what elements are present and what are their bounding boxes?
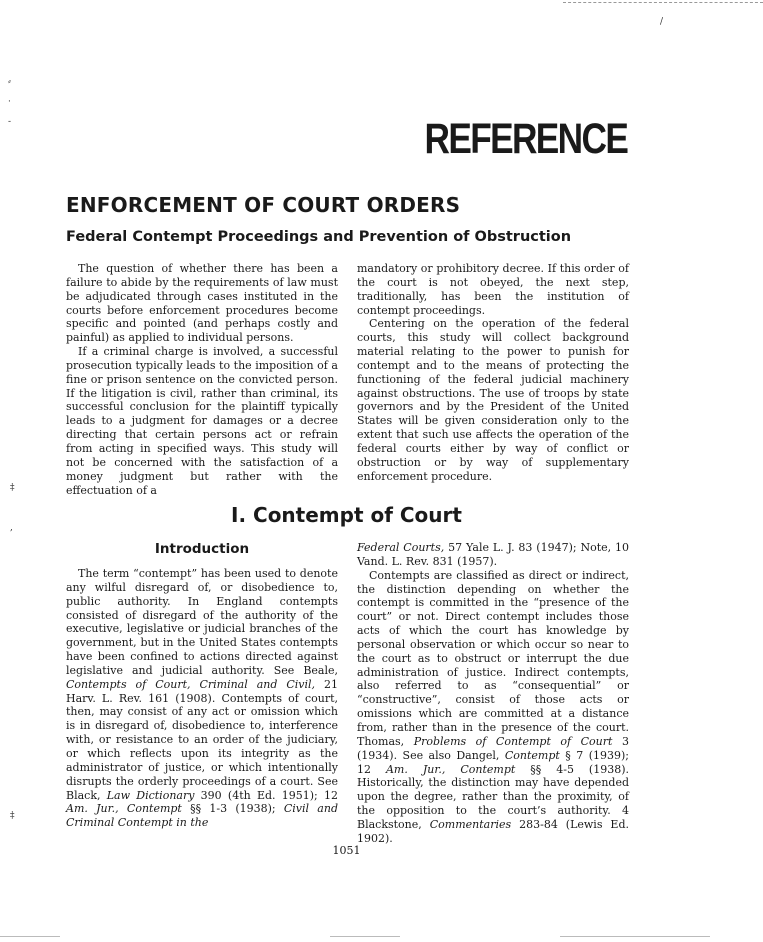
scan-artifact: ‡ (10, 483, 15, 493)
text: §§ 4-5 (1938). Historically, the distinction may have depended upon the degree, rather than the proximity, of the opposition to the court’s authority. 4 Blackstone, (357, 762, 630, 831)
text: 283-84 (Lewis Ed. 1902). (357, 817, 629, 845)
paragraph: Centering on the operation of the federal courts, this study will collect background material relating to the power to punish for contempt and to the means of protecting the functioning of the federal judicial machinery against obstructions. The use of troops by state governors and by the President of the United States will be given consideration only to the extent that such use affects the operation of the federal courts either by way of conflict or obstruction or by way of supplementary enforcement procedure. (357, 317, 629, 483)
paragraph: mandatory or prohibitory decree. If this order of the court is not obeyed, the next step, traditionally, has been the institution of contempt proceedings. (357, 262, 629, 317)
citation-title: Law Dictionary (106, 788, 195, 802)
body-column-left (66, 567, 338, 830)
text: 3 (1934). See also Dangel, (357, 734, 629, 762)
section-heading: I. Contempt of Court (231, 503, 462, 527)
scan-artifact: ⸗ (8, 77, 11, 87)
text: § 7 (1939); 12 (357, 748, 629, 776)
citation-title: Commentaries (429, 817, 512, 831)
citation-title: Federal Courts, (357, 541, 445, 554)
intro-column-left (66, 262, 338, 497)
intro-column-right (357, 262, 629, 484)
citation-title: Contempt (504, 748, 560, 762)
paragraph: If a criminal charge is involved, a successful prosecution typically leads to the imposition of a fine or prison sentence on the convicted person. If the litigation is civil, rather than criminal, its successful conclusion for the plaintiff typically leads to a judgment for damages or a decree directing that certain persons act or refrain from acting in specified ways. This study will not be concerned with the satisfaction of a money judgment but rather with the effectuation of a (66, 345, 338, 497)
scan-artifact: / (660, 17, 664, 27)
citation-title: Civil and Criminal Contempt in the (66, 802, 338, 830)
text: The term “contempt” has been used to denote any wilful disregard of, or disobedience to, public authority. In England contempts consisted of disregard of the authority of the executive, legislative or judicial branches of the government, but in the United States contempts have been confined to actions directed against legislative and judicial authority. See Beale, (66, 567, 338, 677)
paragraph (66, 567, 338, 830)
text: 57 Yale L. J. 83 (1947); Note, 10 Vand. L. Rev. 831 (1957). (357, 541, 629, 568)
scan-edge-top (563, 2, 763, 3)
scan-artifact: · (8, 97, 11, 107)
scan-edge-bottom (330, 936, 400, 937)
scan-edge-bottom (0, 936, 60, 937)
text: 390 (4th Ed. 1951); 12 (194, 788, 338, 802)
text: 21 Harv. L. Rev. 161 (1908). Contempts of court, then, may consist of any act or omission which is in disregard of, disobedience to, interference with, or resistance to an order of the judiciary, or which reflects upon its integrity as the administrator of justice, or which intentionally disrupts the orderly proceedings of a court. See Black, (66, 677, 338, 802)
citation-title: Am. Jur., Contempt (66, 802, 182, 816)
scan-artifact: ‡ (10, 811, 15, 821)
article-title: ENFORCEMENT OF COURT ORDERS (66, 193, 461, 217)
scan-edge-bottom (560, 936, 710, 937)
text: Contempts are classified as direct or indirect, the distinction depending on whether the contempt is committed in the “presence of the court” or not. Direct contempt includes those acts of which the court has knowledge by personal observation or which occur so near to the court as to obstruct or interrupt the due administration of justice. Indirect contempts, also referred to as “consequential” or “constructive”, consist of those acts or omissions which are committed at a distance from, rather than in the presence of the court. Thomas, (357, 568, 629, 748)
scan-artifact: - (8, 117, 12, 127)
text: §§ 1-3 (1938); (181, 802, 284, 816)
citation-title: Problems of Contempt of Court (413, 734, 613, 748)
citation-title: Contempts of Court, Criminal and Civil, (66, 677, 316, 691)
subsection-heading: Introduction (154, 541, 250, 557)
paragraph (357, 541, 629, 569)
paragraph: The question of whether there has been a failure to abide by the requirements of law must be adjudicated through cases instituted in the courts before enforcement procedures become specific and pointed (and perhaps costly and painful) as applied to individual persons. (66, 262, 338, 345)
scan-artifact: , (10, 523, 13, 533)
section-label: REFERENCE (424, 115, 627, 163)
page-number: 1051 (332, 844, 361, 857)
citation-title: Am. Jur., Contempt (385, 762, 516, 776)
article-subtitle: Federal Contempt Proceedings and Prevention of Obstruction (66, 229, 572, 245)
body-column-right (357, 541, 629, 846)
paragraph (357, 569, 629, 846)
